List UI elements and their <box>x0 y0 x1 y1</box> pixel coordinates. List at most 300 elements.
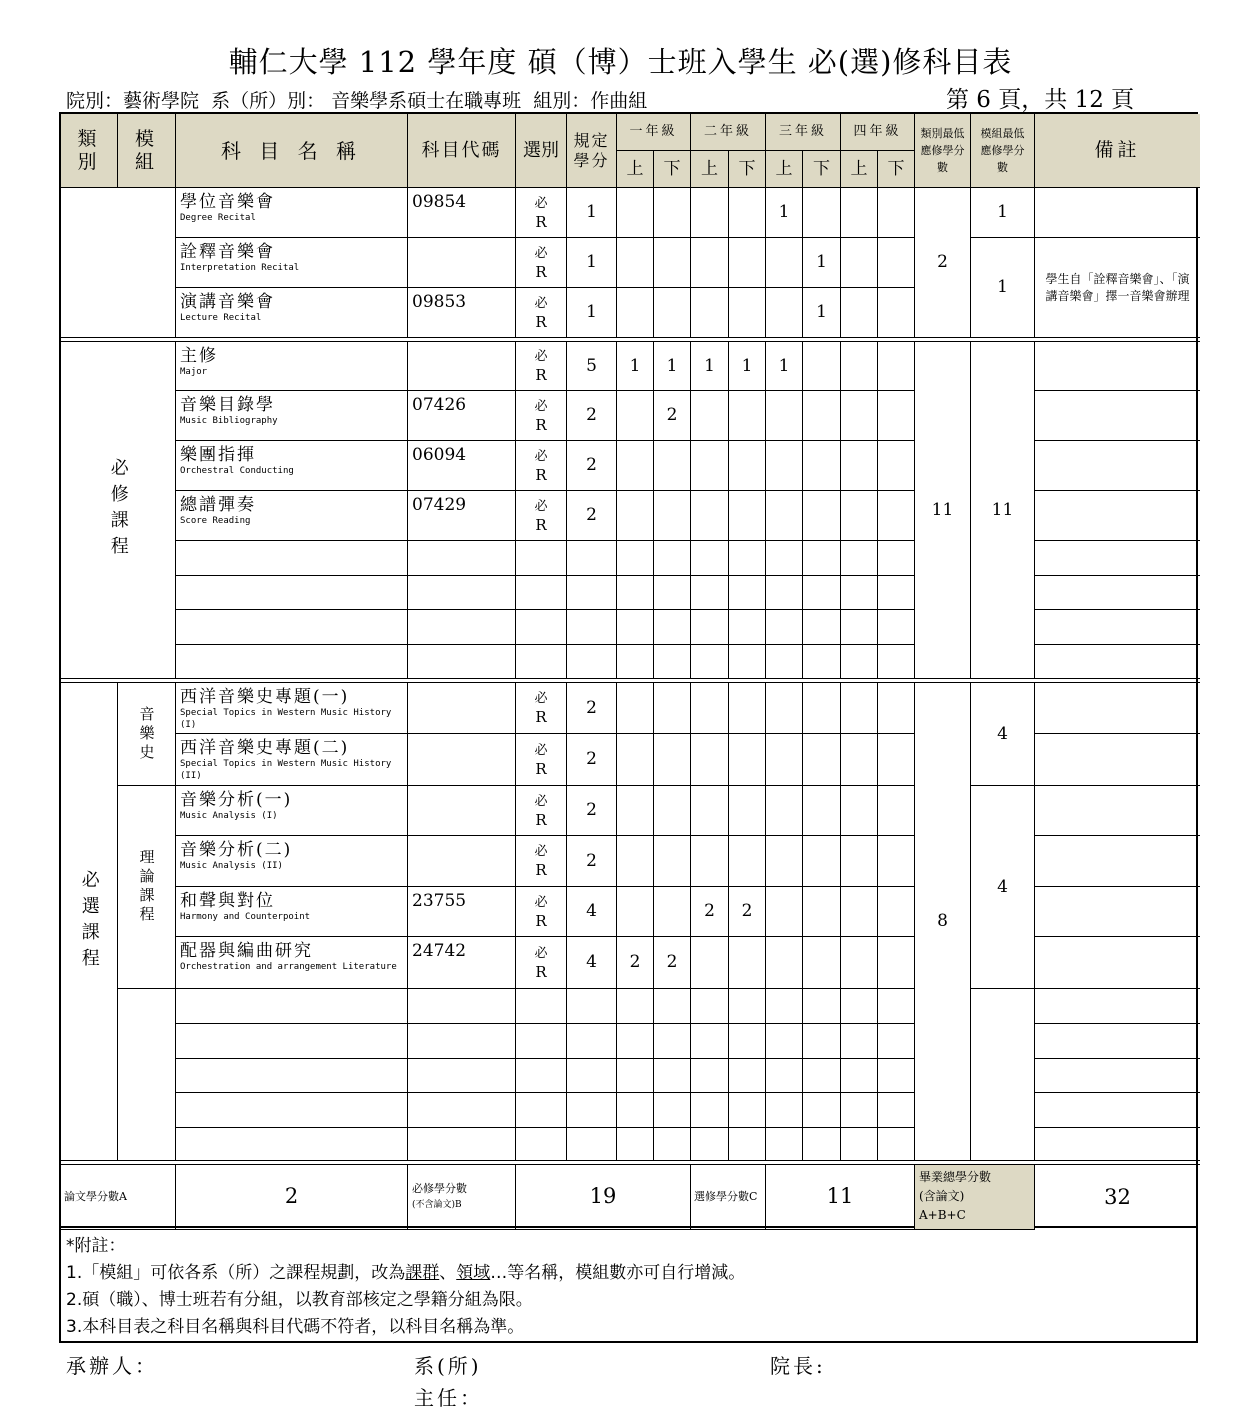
semester-credit <box>766 887 803 937</box>
semester-credit <box>617 734 654 786</box>
course-type <box>516 288 567 338</box>
blank-cell <box>878 610 915 645</box>
blank-cell <box>408 1059 516 1093</box>
grad-label-1: 畢業總學分數 <box>919 1170 992 1184</box>
course-name-cell <box>176 887 408 937</box>
semester-credit <box>654 288 691 338</box>
semester-credit <box>803 342 841 391</box>
course-type-zh: 必 <box>534 245 548 261</box>
semester-credit <box>691 288 729 338</box>
course-type <box>516 188 567 238</box>
blank-cell <box>803 1128 841 1161</box>
semester-credit <box>841 786 878 836</box>
course-name-en: Music Analysis (I) <box>180 811 278 821</box>
blank-cell <box>841 541 878 576</box>
course-name-zh: 音樂分析(二) <box>180 840 293 860</box>
header-course-name: 科 目 名 稱 <box>176 114 408 188</box>
semester-credit <box>654 786 691 836</box>
semester-credit <box>617 238 654 288</box>
course-type-zh: 必 <box>534 742 548 758</box>
music-history-module-min: 4 <box>971 683 1035 786</box>
course-name-en: Special Topics in Western Music History (II) <box>180 759 392 781</box>
course-name-en: Interpretation Recital <box>180 263 300 273</box>
semester-credit <box>803 937 841 989</box>
semester-credit <box>803 786 841 836</box>
blank-cell <box>803 1093 841 1128</box>
semester-credit <box>878 342 915 391</box>
course-type <box>516 342 567 391</box>
blank-cell <box>617 1128 654 1161</box>
course-name-zh: 配器與編曲研究 <box>180 941 313 961</box>
course-code: 24742 <box>408 937 516 989</box>
theory-module-min: 4 <box>971 786 1035 989</box>
course-name-zh: 主修 <box>180 346 218 366</box>
blank-cell <box>654 645 691 679</box>
college-label: 院別：藝術學院 <box>66 90 200 112</box>
blank-cell <box>567 541 617 576</box>
course-credits: 1 <box>567 238 617 288</box>
blank-cell <box>408 989 516 1024</box>
semester-credit: 1 <box>691 342 729 391</box>
required-category-label: 必修課程 <box>61 342 176 679</box>
blank-cell <box>516 576 567 610</box>
blank-cell <box>803 989 841 1024</box>
semester-credit <box>841 734 878 786</box>
semester-credit <box>691 937 729 989</box>
course-name-en: Major <box>180 367 208 377</box>
blank-cell <box>878 1024 915 1059</box>
semester-credit <box>729 734 766 786</box>
blank-cell <box>766 1024 803 1059</box>
semester-credit <box>803 391 841 441</box>
semester-credit <box>878 937 915 989</box>
remark-cell <box>1035 836 1200 887</box>
course-type <box>516 238 567 288</box>
blank-cell <box>567 645 617 679</box>
blank-cell <box>617 541 654 576</box>
blank-cell <box>654 1128 691 1161</box>
course-type-code: R <box>535 911 547 930</box>
header-semester-up: 上 <box>691 151 729 188</box>
blank-cell <box>408 1128 516 1161</box>
blank-cell <box>691 541 729 576</box>
course-type-zh: 必 <box>534 894 548 910</box>
remark-cell <box>1035 734 1200 786</box>
course-name-cell <box>176 342 408 391</box>
semester-credit <box>766 734 803 786</box>
header-type: 選別 <box>516 114 567 188</box>
remark-cell <box>1035 188 1200 238</box>
course-code <box>408 683 516 734</box>
course-type-zh: 必 <box>534 945 548 961</box>
header-semester-down: 下 <box>878 151 915 188</box>
blank-cell <box>691 1024 729 1059</box>
semester-credit <box>654 887 691 937</box>
blank-cell <box>971 989 1035 1161</box>
course-name-zh: 音樂分析(一) <box>180 790 293 810</box>
blank-cell <box>841 1128 878 1161</box>
course-name-en: Harmony and Counterpoint <box>180 912 311 922</box>
semester-credit: 1 <box>654 342 691 391</box>
course-type-zh: 必 <box>534 448 548 464</box>
blank-cell <box>176 541 408 576</box>
semester-credit <box>841 683 878 734</box>
header-year-4: 四年級 <box>841 114 915 151</box>
module-music-history: 音樂史 <box>118 683 176 786</box>
course-type-code: R <box>535 861 547 879</box>
graduation-credits-label <box>915 1165 1035 1230</box>
header-semester-up: 上 <box>617 151 654 188</box>
blank-cell <box>841 1024 878 1059</box>
blank-cell <box>766 541 803 576</box>
header-semester-up: 上 <box>766 151 803 188</box>
semester-credit <box>617 441 654 491</box>
course-type-zh: 必 <box>534 793 548 809</box>
course-name-zh: 樂團指揮 <box>180 445 256 465</box>
semester-credit: 2 <box>654 391 691 441</box>
course-credits: 2 <box>567 734 617 786</box>
semester-credit <box>841 887 878 937</box>
elective-category-label: 必選課程 <box>61 683 118 1161</box>
semester-credit <box>878 734 915 786</box>
semester-credit <box>841 238 878 288</box>
semester-credit <box>803 441 841 491</box>
course-type-code: R <box>535 708 547 726</box>
semester-credit <box>691 188 729 238</box>
course-type-code: R <box>535 212 547 231</box>
thesis-credits-value: 2 <box>176 1165 408 1230</box>
required-credits-label <box>408 1165 516 1230</box>
blank-cell <box>617 1024 654 1059</box>
semester-credit <box>691 836 729 887</box>
note-2: 2.碩（職）、博士班若有分組，以教育部核定之學籍分組為限。 <box>66 1290 533 1310</box>
blank-cell <box>878 645 915 679</box>
grad-label-3: A+B+C <box>919 1208 966 1222</box>
course-code <box>408 734 516 786</box>
semester-credit <box>617 391 654 441</box>
blank-cell <box>617 989 654 1024</box>
remark-cell <box>1035 786 1200 836</box>
blank-cell <box>176 576 408 610</box>
semester-credit <box>729 441 766 491</box>
course-credits: 2 <box>567 441 617 491</box>
remark-cell <box>1035 645 1200 679</box>
course-name-en: Music Analysis (II) <box>180 861 283 871</box>
blank-cell <box>766 989 803 1024</box>
required-credits-note: (不含論文)B <box>412 1200 462 1210</box>
blank-cell <box>729 645 766 679</box>
semester-credit <box>691 491 729 541</box>
semester-credit: 1 <box>617 342 654 391</box>
semester-credit <box>654 238 691 288</box>
blank-cell <box>691 645 729 679</box>
blank-cell <box>654 1024 691 1059</box>
blank-cell <box>691 576 729 610</box>
header-semester-down: 下 <box>803 151 841 188</box>
course-name-en: Special Topics in Western Music History (I) <box>180 708 392 730</box>
header-semester-down: 下 <box>729 151 766 188</box>
semester-credit <box>617 491 654 541</box>
course-credits: 4 <box>567 937 617 989</box>
header-module-min: 模組最低應修學分數 <box>971 114 1035 188</box>
recital-category-min: 2 <box>915 188 971 338</box>
blank-cell <box>841 1059 878 1093</box>
semester-credit <box>803 836 841 887</box>
remark-cell <box>1035 937 1200 989</box>
course-name-zh: 和聲與對位 <box>180 891 275 911</box>
course-type-zh: 必 <box>534 691 548 706</box>
course-code: 07429 <box>408 491 516 541</box>
course-credits: 2 <box>567 836 617 887</box>
blank-cell <box>691 1059 729 1093</box>
blank-cell <box>176 645 408 679</box>
semester-credit <box>803 188 841 238</box>
remark-cell <box>1035 576 1200 610</box>
course-type-code: R <box>535 759 547 778</box>
blank-cell <box>691 989 729 1024</box>
semester-credit <box>766 937 803 989</box>
blank-cell <box>841 576 878 610</box>
blank-cell <box>567 1093 617 1128</box>
course-name-cell <box>176 683 408 734</box>
thesis-credits-label: 論文學分數A <box>61 1165 176 1230</box>
semester-credit: 1 <box>766 188 803 238</box>
course-name-cell <box>176 441 408 491</box>
semester-credit <box>617 887 654 937</box>
semester-credit <box>878 238 915 288</box>
course-type-zh: 必 <box>534 195 548 211</box>
course-code <box>408 238 516 288</box>
note-1: 1.「模組」可依各系（所）之課程規劃，改為課群、領域…等名稱，模組數亦可自行增減。 <box>66 1263 746 1283</box>
blank-cell <box>803 645 841 679</box>
blank-cell <box>878 1093 915 1128</box>
course-type-code: R <box>535 810 547 829</box>
course-name-cell <box>176 836 408 887</box>
dept-label: 系（所）別： 音樂學系碩士在職專班 <box>211 90 522 112</box>
remark-cell <box>1035 1128 1200 1161</box>
notes-head: *附註： <box>66 1236 126 1256</box>
blank-cell <box>567 1059 617 1093</box>
semester-credit <box>654 836 691 887</box>
remark-cell <box>1035 1093 1200 1128</box>
blank-cell <box>803 1024 841 1059</box>
header-year-2: 二年級 <box>691 114 766 151</box>
semester-credit <box>766 786 803 836</box>
course-name-cell <box>176 288 408 338</box>
blank-cell <box>176 1059 408 1093</box>
course-name-en: Music Bibliography <box>180 416 278 426</box>
header-category: 類別 <box>61 114 118 188</box>
semester-credit <box>691 683 729 734</box>
blank-cell <box>766 1059 803 1093</box>
course-name-en: Degree Recital <box>180 213 256 223</box>
dept-head-label-2: 主任： <box>414 1386 483 1410</box>
course-code: 09853 <box>408 288 516 338</box>
course-type <box>516 391 567 441</box>
course-name-zh: 演講音樂會 <box>180 292 275 312</box>
remark-cell <box>1035 989 1200 1024</box>
semester-credit <box>654 188 691 238</box>
course-type <box>516 683 567 734</box>
graduation-credits-value: 32 <box>1104 1184 1131 1209</box>
semester-credit <box>878 188 915 238</box>
semester-credit: 2 <box>729 887 766 937</box>
blank-cell <box>176 1093 408 1128</box>
course-credits: 1 <box>567 188 617 238</box>
blank-cell <box>766 576 803 610</box>
blank-cell <box>176 610 408 645</box>
blank-cell <box>654 989 691 1024</box>
semester-credit <box>729 238 766 288</box>
semester-credit <box>766 836 803 887</box>
course-name-cell <box>176 238 408 288</box>
semester-credit: 1 <box>766 342 803 391</box>
blank-cell <box>654 576 691 610</box>
semester-credit <box>878 491 915 541</box>
header-year-3: 三年級 <box>766 114 841 151</box>
dept-head-label-1: 系(所) <box>414 1354 482 1378</box>
semester-credit <box>803 734 841 786</box>
semester-credit <box>841 188 878 238</box>
blank-cell <box>691 1128 729 1161</box>
dean-label: 院長: <box>770 1354 826 1378</box>
page-number: 第 6 頁，共 12 頁 <box>946 87 1135 113</box>
blank-cell <box>803 576 841 610</box>
semester-credit <box>691 391 729 441</box>
semester-credit <box>878 887 915 937</box>
semester-credit <box>729 288 766 338</box>
semester-credit <box>654 441 691 491</box>
recital-remark: 學生自「詮釋音樂會」、「演講音樂會」擇一音樂會辦理 <box>1035 238 1200 338</box>
course-name-zh: 音樂目錄學 <box>180 395 275 415</box>
semester-credit <box>841 342 878 391</box>
blank-cell <box>803 541 841 576</box>
elective-credits-label: 選修學分數C <box>691 1165 766 1230</box>
blank-cell <box>118 989 176 1161</box>
semester-credit <box>729 391 766 441</box>
blank-cell <box>729 1093 766 1128</box>
semester-credit <box>841 288 878 338</box>
course-name-en: Score Reading <box>180 516 251 526</box>
blank-cell <box>878 576 915 610</box>
semester-credit <box>617 836 654 887</box>
blank-cell <box>878 989 915 1024</box>
required-credits-value: 19 <box>516 1165 691 1230</box>
semester-credit: 1 <box>729 342 766 391</box>
blank-cell <box>408 576 516 610</box>
header-module: 模組 <box>118 114 176 188</box>
semester-credit: 1 <box>803 288 841 338</box>
semester-credit <box>803 683 841 734</box>
semester-credit <box>617 683 654 734</box>
blank-cell <box>841 645 878 679</box>
header-remark: 備註 <box>1035 114 1200 188</box>
semester-credit <box>878 683 915 734</box>
blank-cell <box>766 610 803 645</box>
subtitle-line <box>66 86 647 113</box>
blank-cell <box>176 989 408 1024</box>
header-year-1: 一年級 <box>617 114 691 151</box>
blank-cell <box>654 610 691 645</box>
blank-cell <box>841 1093 878 1128</box>
blank-cell <box>516 610 567 645</box>
blank-cell <box>567 576 617 610</box>
semester-credit <box>841 937 878 989</box>
course-type <box>516 887 567 937</box>
remark-cell <box>1035 1024 1200 1059</box>
course-name-zh: 詮釋音樂會 <box>180 242 275 262</box>
blank-cell <box>408 610 516 645</box>
blank-cell <box>176 1024 408 1059</box>
course-type-zh: 必 <box>534 844 548 859</box>
semester-credit <box>617 786 654 836</box>
blank-cell <box>729 541 766 576</box>
required-category-min: 11 <box>915 342 971 679</box>
blank-cell <box>516 645 567 679</box>
course-name-en: Lecture Recital <box>180 313 262 323</box>
semester-credit <box>841 441 878 491</box>
course-name-zh: 學位音樂會 <box>180 192 275 212</box>
blank-cell <box>567 989 617 1024</box>
semester-credit <box>691 786 729 836</box>
course-code: 09854 <box>408 188 516 238</box>
course-code <box>408 342 516 391</box>
semester-credit <box>729 188 766 238</box>
semester-credit <box>691 238 729 288</box>
course-type <box>516 937 567 989</box>
elective-category-min: 8 <box>915 683 971 1161</box>
course-name-cell <box>176 786 408 836</box>
semester-credit <box>617 188 654 238</box>
blank-cell <box>729 1059 766 1093</box>
semester-credit <box>766 288 803 338</box>
remark-cell <box>1035 683 1200 734</box>
course-type-code: R <box>535 465 547 484</box>
semester-credit: 1 <box>803 238 841 288</box>
semester-credit <box>654 734 691 786</box>
course-credits: 2 <box>567 491 617 541</box>
blank-cell <box>567 1024 617 1059</box>
semester-credit <box>803 887 841 937</box>
course-credits: 4 <box>567 887 617 937</box>
blank-cell <box>691 1093 729 1128</box>
course-type-code: R <box>535 366 547 384</box>
blank-cell <box>841 989 878 1024</box>
recital-module-min-b: 1 <box>971 238 1035 338</box>
blank-cell <box>729 1128 766 1161</box>
blank-cell <box>654 1059 691 1093</box>
course-type <box>516 836 567 887</box>
blank-cell <box>516 1024 567 1059</box>
course-credits: 2 <box>567 786 617 836</box>
semester-credit <box>803 491 841 541</box>
course-type-code: R <box>535 515 547 534</box>
blank-cell <box>729 610 766 645</box>
course-name-zh: 西洋音樂史專題(二) <box>180 738 350 758</box>
course-name-zh: 總譜彈奏 <box>180 495 256 515</box>
semester-credit <box>878 836 915 887</box>
course-type-code: R <box>535 262 547 281</box>
semester-credit <box>654 491 691 541</box>
semester-credit: 2 <box>617 937 654 989</box>
semester-credit <box>841 836 878 887</box>
blank-cell <box>878 1128 915 1161</box>
blank-cell <box>729 989 766 1024</box>
course-name-cell <box>176 734 408 786</box>
course-name-en: Orchestration and arrangement Literature <box>180 962 397 972</box>
remark-cell <box>1035 610 1200 645</box>
course-credits: 5 <box>567 342 617 391</box>
